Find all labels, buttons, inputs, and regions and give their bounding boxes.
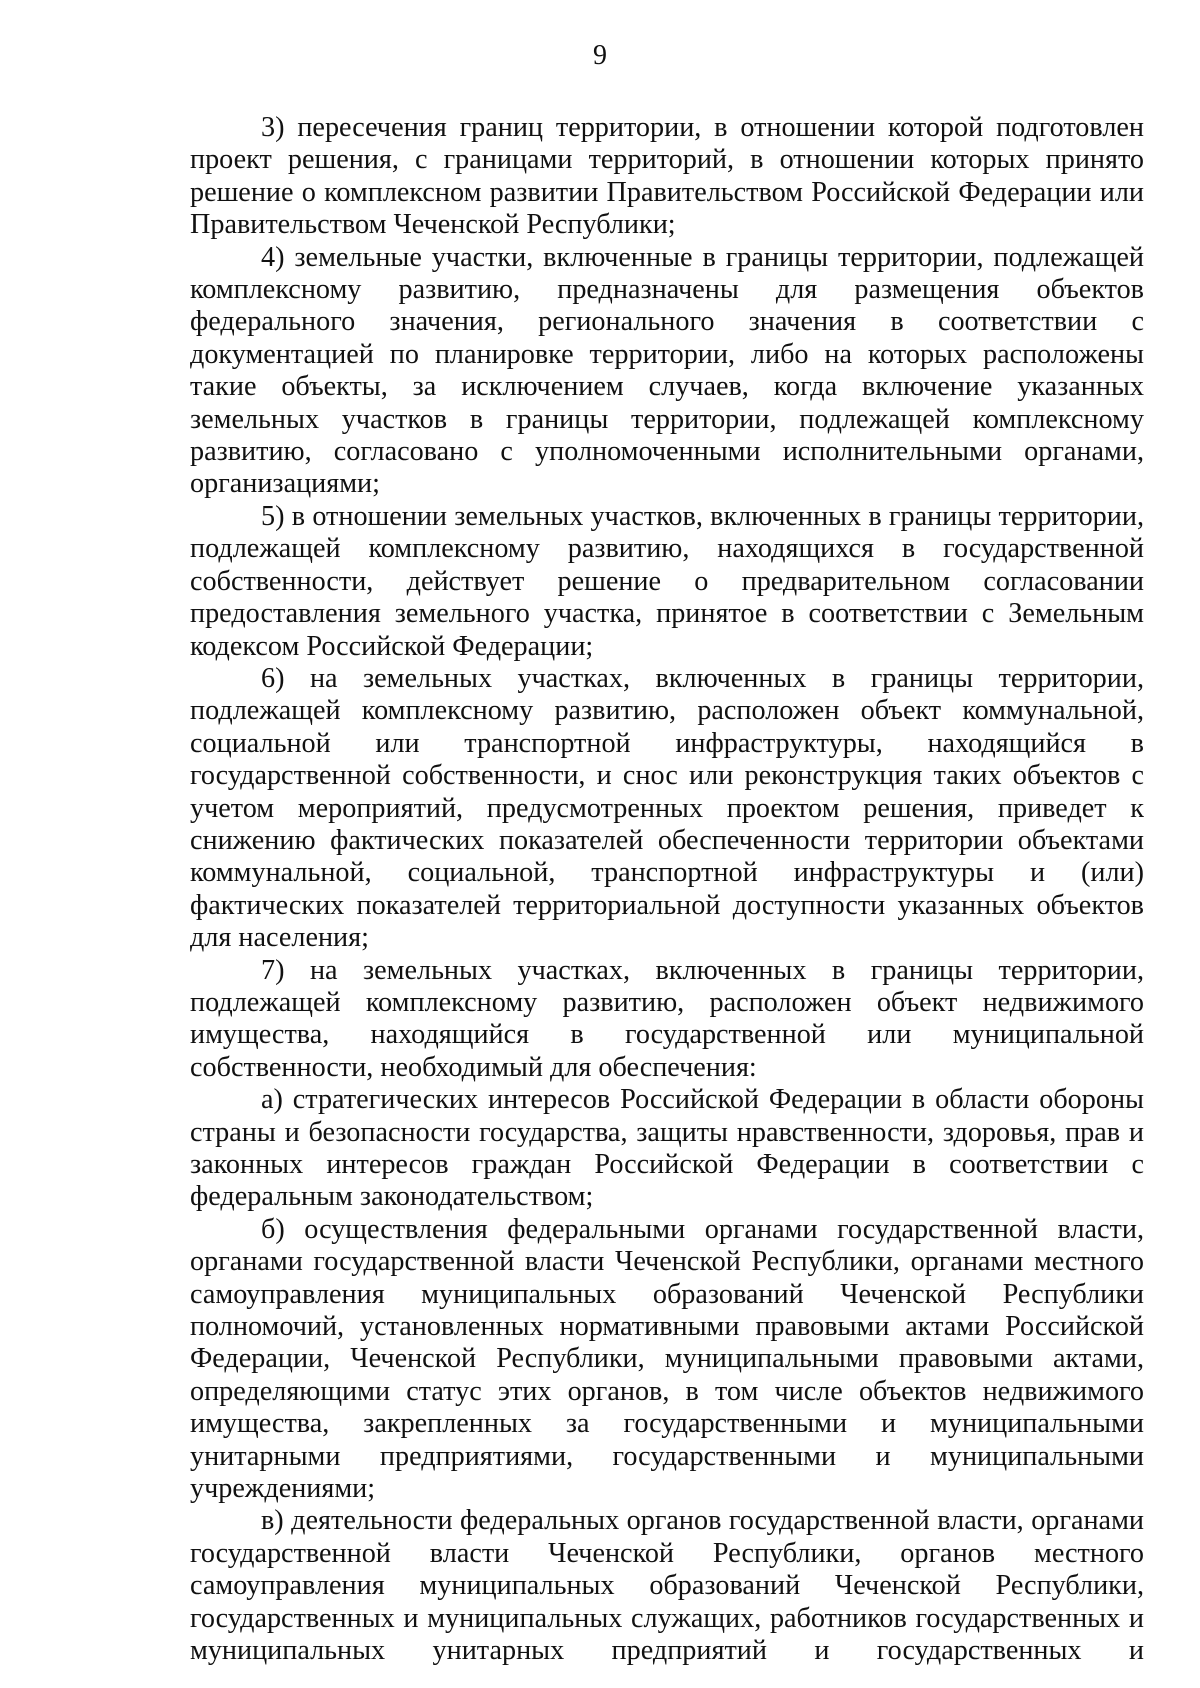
paragraph-item-5: 5) в отношении земельных участков, включенных в границы территории, подлежащей комплексному развитию, находящихся в государственной собственности, действует решение о предварительном согласовании предоставления земельного участка, принятое в соответствии с Земельным кодексом Российской Федерации; [190, 500, 1144, 662]
document-body [190, 112, 1144, 1668]
paragraph-subitem-b: б) осуществления федеральными органами государственной власти, органами государственной власти Чеченской Республики, органами местного самоуправления муниципальных образований Чеченской Республики полномочий, установленных нормативными правовыми актами Российской Федерации, Чеченской Республики, муниципальными правовыми актами, определяющими статус этих органов, в том числе объектов недвижимого имущества, закрепленных за государственными и муниципальными унитарными предприятиями, государственными и муниципальными учреждениями; [190, 1213, 1144, 1505]
paragraph-item-3: 3) пересечения границ территории, в отношении которой подготовлен проект решения, с границами территорий, в отношении которых принято решение о комплексном развитии Правительством Российской Федерации или Правительством Чеченской Республики; [190, 112, 1144, 241]
paragraph-item-7: 7) на земельных участках, включенных в границы территории, подлежащей комплексному развитию, расположен объект недвижимого имущества, находящийся в государственной или муниципальной собственности, необходимый для обеспечения: [190, 954, 1144, 1083]
paragraph-item-6: 6) на земельных участках, включенных в границы территории, подлежащей комплексному развитию, расположен объект коммунальной, социальной или транспортной инфраструктуры, находящийся в государственной собственности, и снос или реконструкция таких объектов с учетом мероприятий, предусмотренных проектом решения, приведет к снижению фактических показателей обеспеченности территории объектами коммунальной, социальной, транспортной инфраструктуры и (или) фактических показателей территориальной доступности указанных объектов для населения; [190, 662, 1144, 954]
page-number: 9 [593, 40, 607, 71]
paragraph-item-4: 4) земельные участки, включенные в границы территории, подлежащей комплексному развитию, предназначены для размещения объектов федерального значения, регионального значения в соответствии с документацией по планировке территории, либо на которых расположены такие объекты, за исключением случаев, когда включение указанных земельных участков в границы территории, подлежащей комплексному развитию, согласовано с уполномоченными исполнительными органами, организациями; [190, 241, 1144, 500]
paragraph-subitem-a: а) стратегических интересов Российской Федерации в области обороны страны и безопасности государства, защиты нравственности, здоровья, прав и законных интересов граждан Российской Федерации в соответствии с федеральным законодательством; [190, 1084, 1144, 1213]
paragraph-subitem-v: в) деятельности федеральных органов государственной власти, органами государственной власти Чеченской Республики, органов местного самоуправления муниципальных образований Чеченской Республики, государственных и муниципальных служащих, работников государственных и муниципальных унитарных предприятий и государственных и [190, 1505, 1144, 1667]
